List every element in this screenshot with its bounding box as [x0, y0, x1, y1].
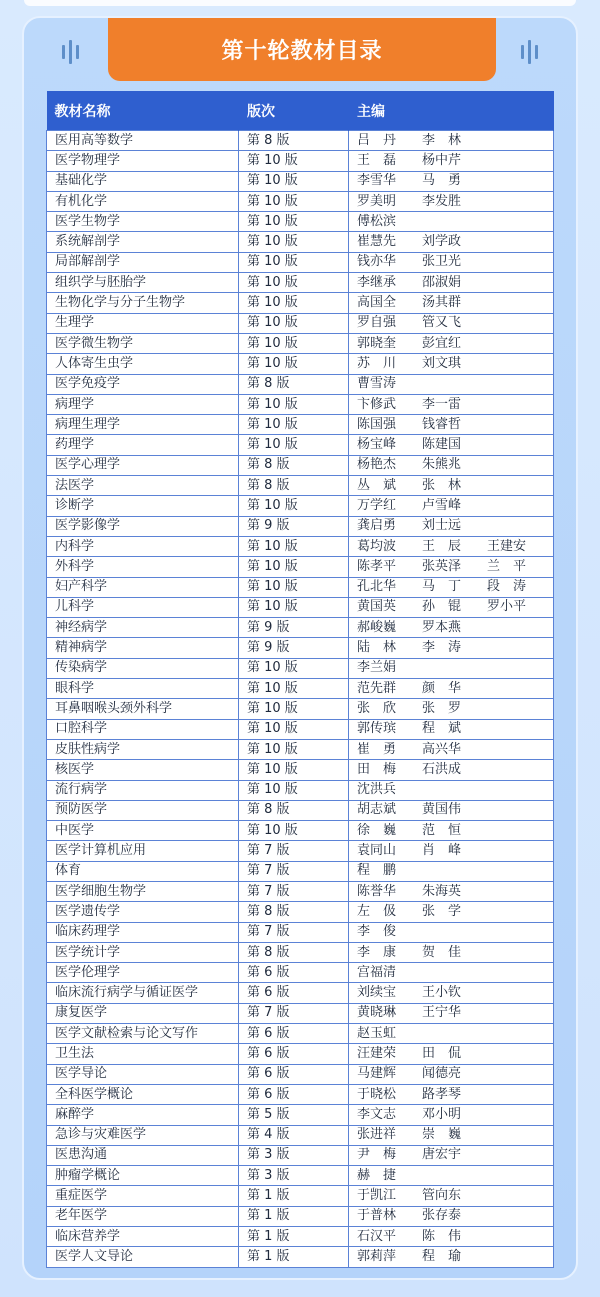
table-row [47, 252, 554, 272]
table-row [47, 922, 554, 942]
cell-edition: 第 8 版 [239, 942, 349, 962]
cell-edition: 第 10 版 [239, 496, 349, 516]
header-edition: 版次 [239, 91, 349, 131]
top-decoration [24, 0, 576, 6]
cell-edition: 第 9 版 [239, 516, 349, 536]
cell-name: 急诊与灾难医学 [47, 1125, 239, 1145]
cell-edition: 第 10 版 [239, 780, 349, 800]
table-row [47, 476, 554, 496]
cell-editor: 赫 捷 [349, 1166, 554, 1186]
cell-edition: 第 8 版 [239, 131, 349, 151]
table-row [47, 293, 554, 313]
cell-edition: 第 9 版 [239, 618, 349, 638]
cell-edition: 第 6 版 [239, 1024, 349, 1044]
cell-editor: 李文志 邓小明 [349, 1105, 554, 1125]
cell-editor: 沈洪兵 [349, 780, 554, 800]
cell-name: 皮肤性病学 [47, 739, 239, 759]
table-row [47, 597, 554, 617]
cell-name: 临床流行病学与循证医学 [47, 983, 239, 1003]
cell-editor: 葛均波 王 辰 王建安 [349, 536, 554, 556]
cell-edition: 第 8 版 [239, 476, 349, 496]
cell-edition: 第 6 版 [239, 1084, 349, 1104]
cell-editor: 郭晓奎 彭宜红 [349, 333, 554, 353]
bars-left-icon [62, 40, 79, 64]
table-row [47, 1247, 554, 1267]
cell-name: 中医学 [47, 821, 239, 841]
cell-edition: 第 7 版 [239, 1003, 349, 1023]
cell-name: 诊断学 [47, 496, 239, 516]
cell-edition: 第 10 版 [239, 313, 349, 333]
table-row [47, 760, 554, 780]
cell-editor: 钱亦华 张卫光 [349, 252, 554, 272]
cell-edition: 第 7 版 [239, 922, 349, 942]
table-row [47, 151, 554, 171]
cell-name: 神经病学 [47, 618, 239, 638]
cell-name: 医学计算机应用 [47, 841, 239, 861]
table-row [47, 374, 554, 394]
table-row [47, 455, 554, 475]
cell-name: 重症医学 [47, 1186, 239, 1206]
cell-editor: 李 俊 [349, 922, 554, 942]
cell-edition: 第 10 版 [239, 333, 349, 353]
cell-name: 全科医学概论 [47, 1084, 239, 1104]
table-header [47, 91, 554, 131]
table-row [47, 191, 554, 211]
cell-name: 卫生法 [47, 1044, 239, 1064]
cell-edition: 第 10 版 [239, 557, 349, 577]
cell-editor: 徐 巍 范 恒 [349, 821, 554, 841]
cell-name: 生理学 [47, 313, 239, 333]
cell-edition: 第 8 版 [239, 902, 349, 922]
cell-name: 医学导论 [47, 1064, 239, 1084]
cell-editor: 范先群 颜 华 [349, 679, 554, 699]
cell-name: 医学细胞生物学 [47, 881, 239, 901]
table-row [47, 638, 554, 658]
cell-edition: 第 10 版 [239, 658, 349, 678]
table-row [47, 536, 554, 556]
cell-editor: 崔慧先 刘学政 [349, 232, 554, 252]
table-row [47, 679, 554, 699]
cell-name: 肿瘤学概论 [47, 1166, 239, 1186]
cell-editor: 于晓松 路孝琴 [349, 1084, 554, 1104]
cell-editor: 孔北华 马 丁 段 涛 [349, 577, 554, 597]
table-row [47, 699, 554, 719]
cell-edition: 第 1 版 [239, 1227, 349, 1247]
table-row [47, 516, 554, 536]
cell-edition: 第 1 版 [239, 1186, 349, 1206]
cell-edition: 第 10 版 [239, 597, 349, 617]
cell-name: 医患沟通 [47, 1145, 239, 1165]
table-row [47, 435, 554, 455]
cell-name: 内科学 [47, 536, 239, 556]
table-row [47, 313, 554, 333]
cell-editor: 田 梅 石洪成 [349, 760, 554, 780]
cell-name: 病理生理学 [47, 415, 239, 435]
table-row [47, 1024, 554, 1044]
cell-name: 临床营养学 [47, 1227, 239, 1247]
cell-editor: 于凯江 管向东 [349, 1186, 554, 1206]
cell-edition: 第 10 版 [239, 577, 349, 597]
cell-edition: 第 10 版 [239, 719, 349, 739]
cell-edition: 第 4 版 [239, 1125, 349, 1145]
cell-editor: 杨艳杰 朱熊兆 [349, 455, 554, 475]
cell-edition: 第 10 版 [239, 171, 349, 191]
cell-editor: 张 欣 张 罗 [349, 699, 554, 719]
cell-editor: 于普林 张存泰 [349, 1206, 554, 1226]
cell-edition: 第 10 版 [239, 415, 349, 435]
cell-edition: 第 6 版 [239, 963, 349, 983]
cell-edition: 第 10 版 [239, 435, 349, 455]
cell-editor: 龚启勇 刘士远 [349, 516, 554, 536]
table-row [47, 618, 554, 638]
cell-editor: 郭莉萍 程 瑜 [349, 1247, 554, 1267]
cell-edition: 第 10 版 [239, 739, 349, 759]
cell-name: 流行病学 [47, 780, 239, 800]
table-row [47, 496, 554, 516]
cell-editor: 丛 斌 张 林 [349, 476, 554, 496]
cell-name: 口腔科学 [47, 719, 239, 739]
table-row [47, 1105, 554, 1125]
table-row [47, 1145, 554, 1165]
cell-editor: 李 康 贺 佳 [349, 942, 554, 962]
cell-name: 局部解剖学 [47, 252, 239, 272]
header-name: 教材名称 [47, 91, 239, 131]
table-row [47, 1206, 554, 1226]
cell-editor: 陈国强 钱睿哲 [349, 415, 554, 435]
table-row [47, 780, 554, 800]
table-row [47, 1227, 554, 1247]
cell-editor: 陈誉华 朱海英 [349, 881, 554, 901]
cell-editor: 尹 梅 唐宏宇 [349, 1145, 554, 1165]
cell-name: 法医学 [47, 476, 239, 496]
cell-edition: 第 10 版 [239, 354, 349, 374]
header-editor: 主编 [349, 91, 554, 131]
cell-edition: 第 8 版 [239, 374, 349, 394]
cell-editor: 高国全 汤其群 [349, 293, 554, 313]
cell-name: 麻醉学 [47, 1105, 239, 1125]
cell-name: 体育 [47, 861, 239, 881]
cell-editor: 杨宝峰 陈建国 [349, 435, 554, 455]
cell-edition: 第 8 版 [239, 800, 349, 820]
cell-edition: 第 10 版 [239, 760, 349, 780]
table-row [47, 942, 554, 962]
cell-edition: 第 7 版 [239, 841, 349, 861]
cell-name: 有机化学 [47, 191, 239, 211]
cell-editor: 汪建荣 田 侃 [349, 1044, 554, 1064]
cell-editor: 李继承 邵淑娟 [349, 273, 554, 293]
table-body [47, 131, 554, 1268]
cell-name: 医学心理学 [47, 455, 239, 475]
cell-name: 妇产科学 [47, 577, 239, 597]
cell-edition: 第 7 版 [239, 881, 349, 901]
table-row [47, 171, 554, 191]
cell-name: 儿科学 [47, 597, 239, 617]
cell-name: 医学微生物学 [47, 333, 239, 353]
table-row [47, 1064, 554, 1084]
cell-editor: 李雪华 马 勇 [349, 171, 554, 191]
cell-name: 医学伦理学 [47, 963, 239, 983]
textbook-table [46, 91, 554, 1268]
cell-edition: 第 6 版 [239, 1064, 349, 1084]
table-row [47, 658, 554, 678]
cell-editor: 黄国英 孙 锟 罗小平 [349, 597, 554, 617]
cell-editor: 黄晓琳 王宁华 [349, 1003, 554, 1023]
cell-edition: 第 8 版 [239, 455, 349, 475]
cell-editor: 赵玉虹 [349, 1024, 554, 1044]
cell-edition: 第 1 版 [239, 1206, 349, 1226]
cell-editor: 王 磊 杨中芹 [349, 151, 554, 171]
table-row [47, 212, 554, 232]
cell-editor: 刘续宝 王小钦 [349, 983, 554, 1003]
cell-name: 医学遗传学 [47, 902, 239, 922]
cell-name: 传染病学 [47, 658, 239, 678]
cell-editor: 宫福清 [349, 963, 554, 983]
cell-name: 医学影像学 [47, 516, 239, 536]
cell-editor: 马建辉 闻德亮 [349, 1064, 554, 1084]
table-row [47, 232, 554, 252]
cell-editor: 郝峻巍 罗本燕 [349, 618, 554, 638]
cell-name: 精神病学 [47, 638, 239, 658]
cell-editor: 万学红 卢雪峰 [349, 496, 554, 516]
page-title: 第十轮教材目录 [108, 18, 496, 81]
table-row [47, 273, 554, 293]
table-row [47, 800, 554, 820]
cell-edition: 第 6 版 [239, 983, 349, 1003]
cell-name: 医学统计学 [47, 942, 239, 962]
cell-editor: 程 鹏 [349, 861, 554, 881]
table-row [47, 983, 554, 1003]
cell-editor: 李兰娟 [349, 658, 554, 678]
cell-name: 药理学 [47, 435, 239, 455]
cell-edition: 第 5 版 [239, 1105, 349, 1125]
cell-edition: 第 10 版 [239, 293, 349, 313]
table-row [47, 1044, 554, 1064]
cell-name: 耳鼻咽喉头颈外科学 [47, 699, 239, 719]
table-row [47, 1003, 554, 1023]
cell-editor: 石汉平 陈 伟 [349, 1227, 554, 1247]
cell-name: 核医学 [47, 760, 239, 780]
cell-editor: 陆 林 李 涛 [349, 638, 554, 658]
cell-edition: 第 10 版 [239, 394, 349, 414]
cell-edition: 第 9 版 [239, 638, 349, 658]
table-row [47, 1186, 554, 1206]
cell-edition: 第 10 版 [239, 679, 349, 699]
cell-edition: 第 1 版 [239, 1247, 349, 1267]
cell-name: 临床药理学 [47, 922, 239, 942]
cell-edition: 第 10 版 [239, 252, 349, 272]
cell-name: 组织学与胚胎学 [47, 273, 239, 293]
cell-editor: 卞修武 李一雷 [349, 394, 554, 414]
cell-name: 外科学 [47, 557, 239, 577]
cell-edition: 第 10 版 [239, 699, 349, 719]
cell-name: 医学免疫学 [47, 374, 239, 394]
cell-edition: 第 3 版 [239, 1166, 349, 1186]
cell-editor: 罗美明 李发胜 [349, 191, 554, 211]
cell-editor: 苏 川 刘文琪 [349, 354, 554, 374]
cell-editor: 胡志斌 黄国伟 [349, 800, 554, 820]
cell-name: 基础化学 [47, 171, 239, 191]
bars-right-icon [521, 40, 538, 64]
table-row [47, 739, 554, 759]
table-row [47, 333, 554, 353]
cell-edition: 第 10 版 [239, 151, 349, 171]
cell-editor: 傅松滨 [349, 212, 554, 232]
table-row [47, 719, 554, 739]
cell-edition: 第 3 版 [239, 1145, 349, 1165]
cell-name: 医学物理学 [47, 151, 239, 171]
cell-editor: 曹雪涛 [349, 374, 554, 394]
table-row [47, 577, 554, 597]
cell-edition: 第 10 版 [239, 821, 349, 841]
table-row [47, 415, 554, 435]
cell-editor: 袁同山 肖 峰 [349, 841, 554, 861]
cell-name: 医学生物学 [47, 212, 239, 232]
cell-name: 医学人文导论 [47, 1247, 239, 1267]
cell-name: 预防医学 [47, 800, 239, 820]
cell-edition: 第 10 版 [239, 232, 349, 252]
cell-editor: 陈孝平 张英泽 兰 平 [349, 557, 554, 577]
catalog-card [22, 16, 578, 1280]
cell-edition: 第 10 版 [239, 191, 349, 211]
cell-name: 病理学 [47, 394, 239, 414]
cell-name: 人体寄生虫学 [47, 354, 239, 374]
table-row [47, 131, 554, 151]
cell-name: 医学文献检索与论文写作 [47, 1024, 239, 1044]
cell-edition: 第 6 版 [239, 1044, 349, 1064]
cell-editor: 罗自强 管又飞 [349, 313, 554, 333]
textbook-table-wrap [46, 91, 553, 1268]
cell-editor: 张进祥 崇 巍 [349, 1125, 554, 1145]
cell-editor: 左 伋 张 学 [349, 902, 554, 922]
cell-name: 生物化学与分子生物学 [47, 293, 239, 313]
cell-edition: 第 7 版 [239, 861, 349, 881]
cell-edition: 第 10 版 [239, 536, 349, 556]
table-row [47, 394, 554, 414]
cell-name: 系统解剖学 [47, 232, 239, 252]
table-row [47, 881, 554, 901]
table-row [47, 841, 554, 861]
cell-editor: 郭传瑸 程 斌 [349, 719, 554, 739]
table-row [47, 861, 554, 881]
cell-name: 医用高等数学 [47, 131, 239, 151]
cell-edition: 第 10 版 [239, 212, 349, 232]
table-row [47, 1084, 554, 1104]
cell-name: 老年医学 [47, 1206, 239, 1226]
table-row [47, 902, 554, 922]
table-row [47, 963, 554, 983]
table-row [47, 821, 554, 841]
table-row [47, 1125, 554, 1145]
cell-editor: 吕 丹 李 林 [349, 131, 554, 151]
table-row [47, 557, 554, 577]
table-row [47, 1166, 554, 1186]
cell-editor: 崔 勇 高兴华 [349, 739, 554, 759]
cell-name: 眼科学 [47, 679, 239, 699]
cell-edition: 第 10 版 [239, 273, 349, 293]
table-row [47, 354, 554, 374]
cell-name: 康复医学 [47, 1003, 239, 1023]
